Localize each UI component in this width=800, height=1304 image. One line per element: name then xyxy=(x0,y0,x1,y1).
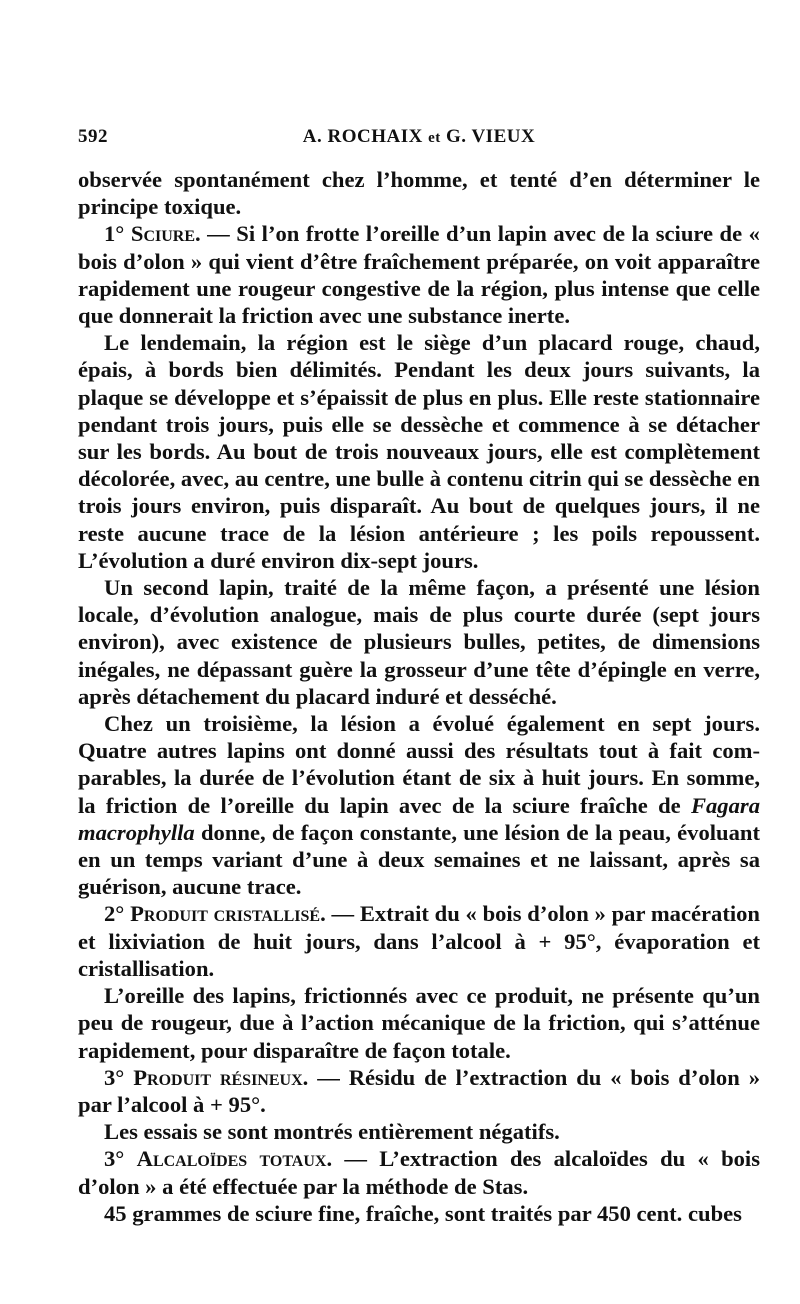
section-alcaloides-totaux xyxy=(78,1145,760,1199)
section-number: 3° xyxy=(104,1146,125,1172)
author-a: A. ROCHAIX xyxy=(302,126,423,147)
paragraph-text: Les essais se sont montrés entièrement négatifs. xyxy=(104,1119,560,1145)
author-b: G. VIEUX xyxy=(446,126,536,147)
paragraph xyxy=(78,1200,760,1227)
paragraph xyxy=(78,574,760,710)
section-heading: Produit résineux. xyxy=(133,1064,309,1090)
page-number: 592 xyxy=(78,126,108,147)
running-head xyxy=(78,126,760,148)
paragraph-text: Le lendemain, la région est le siège d’un placard rouge, chaud, épais, à bords bien délimités. Pendant les deux jours suivants, la plaque se développe et s’épaissit de plus en plus. Elle reste stationnaire pendant trois jours, puis elle se dessèche et commence à se détacher sur les bords. Au bout de trois nouveaux jours, elle est complètement décolorée, avec, au centre, une bulle à contenu citrin qui se dessèche en trois jours environ, puis disparaît. Au bout de quelques jours, il ne reste aucune trace de la lésion antérieure ; les poils repoussent. L’évolution a duré environ dix-sept jours. xyxy=(78,330,760,573)
body-text xyxy=(78,166,760,1227)
section-number: 1° xyxy=(104,221,125,247)
paragraph-text: Un second lapin, traité de la même façon, a présenté une lésion locale, d’évolution analogue, mais de plus courte durée (sept jours environ), avec existence de plusieurs bulles, petites, de dimensions inégales, ne dépassant guère la grosseur d’une tête d’épingle en verre, après détachement du placard induré et desséché. xyxy=(78,575,760,709)
paragraph xyxy=(78,710,760,900)
paragraph-text: L’oreille des lapins, frictionnés avec ce produit, ne présente qu’un peu de rougeur, due à l’action mécanique de la friction, qui s’atténue rapidement, pour disparaître de façon totale. xyxy=(78,983,760,1063)
section-sciure xyxy=(78,220,760,329)
paragraph xyxy=(78,329,760,574)
paragraph-text: — L’extraction des alcaloïdes du « bois d’olon » a été effectuée par la méthode de Stas. xyxy=(78,1146,760,1199)
species-name: Fagara macrophylla xyxy=(78,792,760,845)
document-page xyxy=(78,126,760,1227)
paragraph-text: — Résidu de l’extraction du « bois d’olon » par l’alcool à + 95°. xyxy=(78,1064,760,1117)
section-number: 3° xyxy=(104,1064,125,1090)
paragraph-text: Chez un troisième, la lésion a évolué également en sept jours. Quatre autres lapins ont donné aussi des résultats tout à fait comparables, la durée de l’évolution étant de six à huit jours. En somme, la friction de l’oreille du lapin avec de la sciure fraîche de xyxy=(78,711,760,818)
paragraph-continuation xyxy=(78,166,760,220)
author-separator: et xyxy=(428,130,441,146)
section-heading: Alcaloïdes totaux. xyxy=(136,1146,333,1172)
paragraph-text: — Si l’on frotte l’oreille d’un lapin avec de la sciure de « bois d’olon » qui vient d’être fraîchement préparée, on voit apparaître rapidement une rougeur congestive de la région, plus intense que celle que donnerait la friction avec une substance inerte. xyxy=(78,221,760,329)
paragraph-text: observée spontanément chez l’homme, et tenté d’en déterminer le principe toxique. xyxy=(78,167,760,220)
section-number: 2° xyxy=(104,901,125,927)
section-produit-cristallise xyxy=(78,900,760,982)
section-heading: Sciure. xyxy=(130,221,201,247)
section-produit-resineux xyxy=(78,1064,760,1118)
section-heading: Produit cristallisé. xyxy=(130,901,326,927)
paragraph xyxy=(78,1118,760,1145)
paragraph xyxy=(78,982,760,1064)
paragraph-text: donne, de façon constante, une lésion de la peau, évoluant en un temps variant d’une à deux semaines et ne laissant, après sa guérison, aucune trace. xyxy=(78,819,760,900)
paragraph-text: — Extrait du « bois d’olon » par macération et lixiviation de huit jours, dans l’alcool à + 95°, évaporation et cristallisation. xyxy=(78,901,760,981)
paragraph-text: 45 grammes de sciure fine, fraîche, sont traités par 450 cent. cubes xyxy=(104,1200,742,1226)
page-header xyxy=(78,126,760,166)
